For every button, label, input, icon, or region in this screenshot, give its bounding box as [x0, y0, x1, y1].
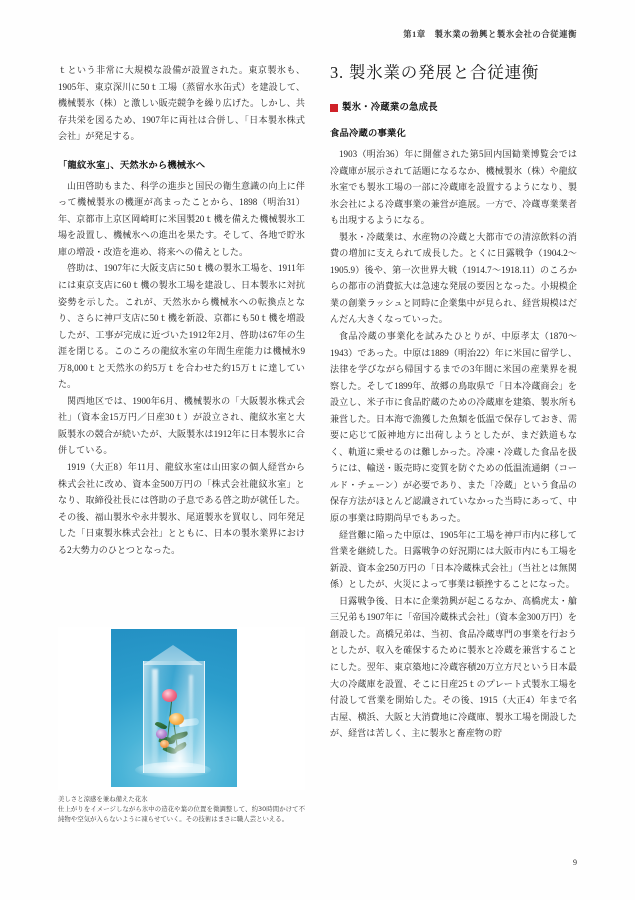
- section-title: 3. 製氷業の発展と合従連衡: [330, 63, 540, 82]
- right-sub-head-label: 製氷・冷蔵業の急成長: [342, 102, 438, 113]
- page-number: 9: [573, 858, 577, 867]
- right-minor-head: 食品冷蔵の事業化: [330, 128, 406, 139]
- ice-block-shape: [143, 645, 203, 773]
- left-paragraph-4: 1919（大正8）年11月、龍紋氷室は山田家の個人経営から株式会社に改め、資本金500万円の「株式会社龍紋氷室」となり、取締役社長には啓助の子息である啓之助が就任した。その後、福山製氷や永井製氷、尾道製氷を買収し、同年発足した「日東製氷株式会社」とともに、日本の製氷業界における2大勢力のひとつとなった。: [58, 462, 305, 555]
- ice-block-base-glow: [135, 762, 211, 778]
- right-column: [330, 62, 577, 852]
- running-head: 第1章 製氷業の勃興と製氷会社の合従連衡: [403, 30, 577, 39]
- two-column-text-area: [58, 62, 577, 852]
- photo-background: [111, 629, 237, 787]
- left-paragraph-3: 関西地区では、1900年6月、機械製氷の「大阪製氷株式会社」（資本金15万円／日産30ｔ）が設立され、龍紋氷室と大阪製氷の競合が続いたが、大阪製氷は1912年に日本製氷に合併している。: [58, 395, 305, 456]
- right-paragraph-2: 製氷・冷蔵業は、水産物の冷蔵と大都市での清涼飲料の消費の増加に支えられて成長した。とくに日露戦争（1904.2〜1905.9）後や、第一次世界大戦（1914.7〜1918.11）のころからの都市の消費拡大は急速な発展の要因となった。小規模企業の創業ラッシュと同時に企業集中が見られ、経営規模はだんだん大きくなっていった。: [330, 231, 577, 325]
- left-paragraph-1: 山田啓助もまた、科学の進歩と国民の衛生意識の向上に伴って機械製氷の機運が高まったことから、1898（明治31）年、京都市上京区岡崎町に米国製20ｔ機を備えた機械製氷工場を設置し、機械氷への進出を果たす。そして、各地で貯氷庫の増設・改造を進め、将来への備えとした。: [58, 180, 305, 257]
- left-continued-paragraph: ｔという非常に大規模な設備が設置された。東京製氷も、1905年、東京深川に50ｔ工場（蒸留水氷缶式）を建設して、機械製氷（株）と激しい販売競争を繰り広げた。しかし、共存共栄を図るため、1907年に両社は合併し、「日本製氷株式会社」が発足する。: [58, 65, 305, 142]
- left-paragraph-2: 啓助は、1907年に大阪支店に50ｔ機の製氷工場を、1911年には東京支店に60ｔ機の製氷工場を建設し、日本製氷に対抗姿勢を示した。これが、天然氷から機械氷への転換点となり、さらに神戸支店に50ｔ機を新設、京都にも50ｔ機を増設したが、工事が完成に近づいた1912年2月、啓助は67年の生涯を閉じる。このころの龍紋氷室の年間生産能力は機械氷9万8,000ｔと天然氷の約5万ｔを合わせた約15万ｔに達していた。: [58, 263, 305, 390]
- ice-frost-detail: [167, 727, 193, 767]
- left-column: [58, 62, 305, 852]
- figure-caption-title: 美しさと涼感を兼ね備えた花氷: [58, 795, 148, 804]
- left-sub-head: 「龍紋氷室」、天然氷から機械氷へ: [58, 159, 206, 171]
- right-sub-head: [330, 100, 577, 115]
- flower-ice-block-photo: [58, 627, 305, 790]
- ice-highlight-left: [152, 669, 158, 767]
- figure-caption: [58, 795, 305, 824]
- spacer: [58, 145, 305, 158]
- figure-caption-body: 仕上がりをイメージしながら氷中の造花や葉の位置を微調整して、約30時間かけて不純物や空気が入らないように凍らせていく。その技術はまさに職人芸といえる。: [58, 805, 305, 823]
- red-square-marker-icon: [330, 104, 338, 112]
- right-paragraph-3: 食品冷蔵の事業化を試みたひとりが、中原孝太（1870〜1943）であった。中原は1889（明治22）年に米国に留学し、法律を学びながら帰国するまでの3年間に米国の産業界を視察した。そして1899年、故郷の鳥取県で「日本冷蔵商会」を設立し、米子市に食品貯蔵のための冷蔵庫を建築、製氷所も兼営した。日本海で漁獲した魚類を低温で保存しておき、需要に応じて阪神地方に出荷しようとしたが、まだ鉄道もなく、軌道に乗せるのは難しかった。冷凍・冷蔵した食品を扱うには、輸送・販売時に変質を防ぐための低温流通網（コールド・チェーン）が必要であり、また「冷蔵」という食品の保存方法がほとんど認識されていなかった当時にあって、中原の事業は時期尚早でもあった。: [330, 331, 577, 524]
- flower-ice-figure: [58, 627, 305, 824]
- right-paragraph-4: 経営難に陥った中原は、1905年に工場を神戸市内に移して営業を継続した。日露戦争の好況期には大阪市内にも工場を新設、資本金250万円の「日本冷蔵株式会社」（当社とは無関係）としたが、火災によって事業は頓挫することになった。: [330, 529, 577, 590]
- right-paragraph-5: 日露戦争後、日本に企業勃興が起こるなか、高橋虎太・艙三兄弟も1907年に「帝国冷蔵株式会社」（資本金300万円）を創設した。高橋兄弟は、当初、食品冷蔵専門の事業を行おうとしたが、収入を確保するために製氷と冷蔵を兼営することにした。翌年、東京築地に冷蔵容積20万立方尺という日本最大の冷蔵庫を設置、そこに日産25ｔのプレート式製氷工場を付設して営業を開始した。その後、1915（大正4）年まで名古屋、横浜、大阪と大消費地に冷蔵庫、製氷工場を開設したが、経営は苦しく、主に製氷と畜産物の貯: [330, 595, 577, 739]
- right-paragraph-1: 1903（明治36）年に開催された第5回内国勧業博覧会では冷蔵庫が展示されて話題になるなか、機械製氷（株）や龍紋氷室でも製氷工場の一部に冷蔵庫を設置するようになり、製氷会社による冷蔵事業の兼営が進展。一方で、冷蔵専業業者も出現するようになる。: [330, 149, 577, 226]
